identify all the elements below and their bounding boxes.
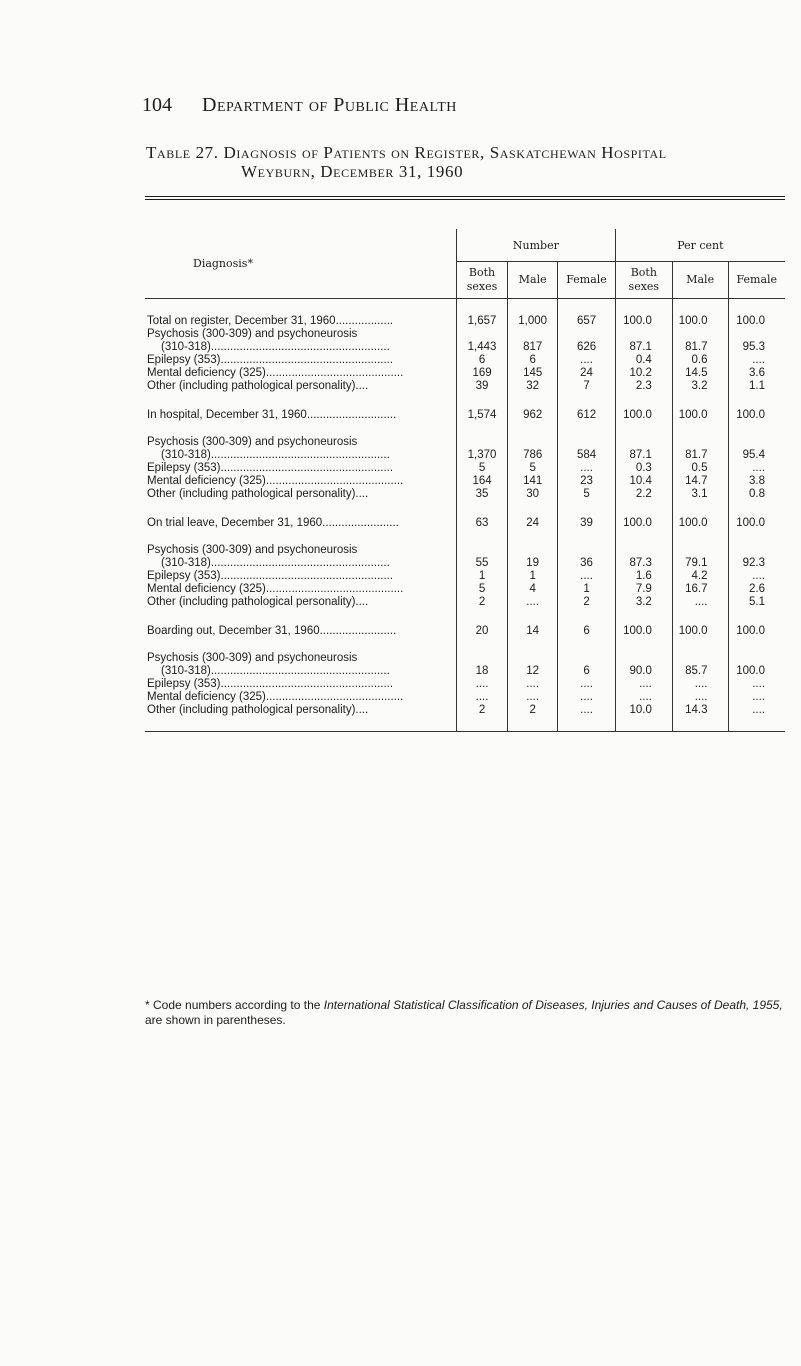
table-cell: 145	[508, 367, 558, 380]
table-row	[145, 367, 785, 380]
table-cell: ....	[508, 678, 558, 691]
row-label-text: Epilepsy (353)......................................................	[147, 354, 394, 366]
table-cell: 5	[558, 488, 615, 501]
table-row	[145, 596, 785, 609]
table-cell: ....	[558, 691, 615, 704]
table-cell: 1	[558, 583, 615, 596]
table-cell: 39	[558, 517, 615, 530]
table-cell	[558, 544, 615, 557]
spacer-row	[145, 393, 785, 409]
page-header	[142, 94, 742, 117]
table-row	[145, 583, 785, 596]
table-cell: 14.5	[672, 367, 728, 380]
table-cell: 81.7	[672, 341, 728, 354]
table-cell: ....	[558, 678, 615, 691]
table-cell: 12	[508, 665, 558, 678]
table-cell: 6	[508, 354, 558, 367]
table-row	[145, 436, 785, 449]
table-cell	[558, 328, 615, 341]
table-cell: ....	[457, 691, 508, 704]
row-label-text: Mental deficiency (325)...........................................	[147, 367, 404, 379]
table-cell: 87.1	[615, 449, 672, 462]
table-cell: 2	[457, 704, 508, 717]
table-cell: 4.2	[672, 570, 728, 583]
row-label	[145, 625, 457, 638]
table-cell: 14.3	[672, 704, 728, 717]
table-cell: 612	[558, 409, 615, 422]
table-cell	[457, 328, 508, 341]
table-cell: 0.5	[672, 462, 728, 475]
row-label	[145, 704, 457, 717]
row-label	[145, 517, 457, 530]
table-cell: 5	[457, 462, 508, 475]
table-cell: ....	[615, 678, 672, 691]
table-cell: 100.0	[736, 409, 765, 421]
table-cell: 1	[457, 570, 508, 583]
table-cell: 30	[508, 488, 558, 501]
row-label	[145, 380, 457, 393]
table-cell	[672, 328, 728, 341]
percent-group-header: Per cent	[615, 229, 785, 262]
table-cell: 90.0	[615, 665, 672, 678]
table-cell: 0.6	[672, 354, 728, 367]
spacer-row	[145, 299, 785, 316]
table-row	[145, 328, 785, 341]
table-cell: ....	[457, 678, 508, 691]
row-label	[145, 354, 457, 367]
table-cell: 962	[508, 409, 558, 422]
spacer-row	[145, 638, 785, 652]
table-cell	[457, 436, 508, 449]
table-cell: 5	[457, 583, 508, 596]
table-cell: 4	[508, 583, 558, 596]
table-cell: 39	[457, 380, 508, 393]
table-cell: 2.2	[615, 488, 672, 501]
row-label-text: Mental deficiency (325)...........................................	[147, 583, 404, 595]
table-row	[145, 488, 785, 501]
row-label-text: (310-318)........................................................	[161, 665, 390, 677]
table-row	[145, 449, 785, 462]
spacer-row	[145, 530, 785, 544]
table-cell: 3.1	[672, 488, 728, 501]
subheader-number-both: Both sexes	[457, 262, 508, 299]
page-number: 104	[142, 94, 172, 116]
table-cell: 100.0	[615, 315, 672, 328]
row-label	[145, 475, 457, 488]
table-cell	[508, 652, 558, 665]
diagnosis-table	[145, 229, 785, 732]
row-label	[145, 557, 457, 570]
row-label	[145, 367, 457, 380]
table-cell: ....	[558, 354, 615, 367]
row-label-text: Total on register, December 31, 1960..................	[147, 315, 394, 327]
diagnosis-header: Diagnosis*	[145, 229, 457, 299]
table-cell	[457, 652, 508, 665]
table-cell	[672, 652, 728, 665]
row-label-text: (310-318)........................................................	[161, 449, 390, 461]
table-cell: 169	[457, 367, 508, 380]
row-label-text: Other (including pathological personality)....	[147, 380, 369, 392]
table-cell: ....	[672, 678, 728, 691]
table-cell: 1,370	[457, 449, 508, 462]
table-cell: 657	[558, 315, 615, 328]
table-cell: 3.2	[615, 596, 672, 609]
table-row	[145, 409, 785, 422]
table-cell: 584	[558, 449, 615, 462]
table-cell: 100.0	[736, 665, 765, 677]
table-cell: 100.0	[672, 625, 728, 638]
row-label-text: (310-318)........................................................	[161, 557, 390, 569]
row-label	[145, 315, 457, 328]
table-cell: ....	[558, 704, 615, 717]
table-row	[145, 625, 785, 638]
table-cell: ....	[752, 570, 765, 582]
table-cell: 1,574	[457, 409, 508, 422]
table-cell: 100.0	[615, 625, 672, 638]
table-cell: 87.1	[615, 341, 672, 354]
row-label	[145, 691, 457, 704]
row-label-text: Other (including pathological personality)....	[147, 704, 369, 716]
table-cell: 1.6	[615, 570, 672, 583]
table-cell: 626	[558, 341, 615, 354]
table-cell: 24	[508, 517, 558, 530]
table-cell: 92.3	[742, 557, 765, 569]
row-label-text: On trial leave, December 31, 1960........................	[147, 517, 399, 529]
footnote-suffix: are shown in parentheses.	[145, 1013, 286, 1027]
table-cell: ....	[752, 354, 765, 366]
table-row	[145, 475, 785, 488]
subheader-percent-both: Both sexes	[615, 262, 672, 299]
table-cell: 3.6	[749, 367, 765, 379]
table-cell	[558, 652, 615, 665]
running-title: Department of Public Health	[202, 94, 457, 116]
table-cell: 3.8	[749, 475, 765, 487]
table-cell: 141	[508, 475, 558, 488]
table-cell: 817	[508, 341, 558, 354]
table-cell: 1,443	[457, 341, 508, 354]
table-cell	[672, 436, 728, 449]
table-cell: 100.0	[736, 315, 765, 327]
row-label	[145, 436, 457, 449]
row-label-text: (310-318)........................................................	[161, 341, 390, 353]
row-label-text: Mental deficiency (325)...........................................	[147, 691, 404, 703]
table-cell: ....	[508, 691, 558, 704]
table-cell: 35	[457, 488, 508, 501]
table-cell: 100.0	[736, 625, 765, 637]
row-label	[145, 488, 457, 501]
table-cell: 7.9	[615, 583, 672, 596]
row-label-text: Psychosis (300-309) and psychoneurosis	[147, 544, 358, 556]
table-cell: 0.4	[615, 354, 672, 367]
table-cell	[615, 544, 672, 557]
top-rule-double	[145, 199, 785, 200]
row-label	[145, 462, 457, 475]
table-cell: 16.7	[672, 583, 728, 596]
table-cell: 6	[558, 665, 615, 678]
table-cell: 0.8	[749, 488, 765, 500]
row-label	[145, 583, 457, 596]
table-cell: 100.0	[736, 517, 765, 529]
table-cell: ....	[615, 691, 672, 704]
table-cell: 55	[457, 557, 508, 570]
table-row	[145, 341, 785, 354]
table-cell: 32	[508, 380, 558, 393]
table-cell	[457, 544, 508, 557]
table-row	[145, 704, 785, 717]
table-cell: ....	[752, 678, 765, 690]
table-cell: 786	[508, 449, 558, 462]
table-cell: 3.2	[672, 380, 728, 393]
table-row	[145, 380, 785, 393]
row-label	[145, 409, 457, 422]
row-label-text: Mental deficiency (325)...........................................	[147, 475, 404, 487]
table-cell: 14	[508, 625, 558, 638]
spacer-row	[145, 501, 785, 517]
table-cell: ....	[752, 462, 765, 474]
table-row	[145, 665, 785, 678]
table-cell: 79.1	[672, 557, 728, 570]
table-cell: 95.3	[742, 341, 765, 353]
spacer-row	[145, 422, 785, 436]
table-cell: 10.2	[615, 367, 672, 380]
table-cell: 14.7	[672, 475, 728, 488]
table-cell: ....	[558, 462, 615, 475]
table-cell: 81.7	[672, 449, 728, 462]
spacer-row	[145, 717, 785, 732]
row-label-text: Boarding out, December 31, 1960........................	[147, 625, 397, 637]
row-label-text: Psychosis (300-309) and psychoneurosis	[147, 328, 358, 340]
table-cell: 100.0	[615, 517, 672, 530]
table-cell	[728, 436, 785, 449]
table-cell: 24	[558, 367, 615, 380]
row-label	[145, 665, 457, 678]
row-label-text: Psychosis (300-309) and psychoneurosis	[147, 652, 358, 664]
table-row	[145, 691, 785, 704]
row-label-text: Epilepsy (353)......................................................	[147, 678, 394, 690]
footnote	[145, 998, 790, 1028]
table-cell	[728, 544, 785, 557]
subheader-percent-male: Male	[672, 262, 728, 299]
table-cell	[615, 328, 672, 341]
row-label-text: Other (including pathological personality)....	[147, 596, 369, 608]
table-cell: ....	[558, 570, 615, 583]
table-body	[145, 299, 785, 732]
table-cell	[615, 652, 672, 665]
table-cell: 19	[508, 557, 558, 570]
table-cell: 18	[457, 665, 508, 678]
table-cell: 1	[508, 570, 558, 583]
row-label	[145, 652, 457, 665]
row-label-text: Epilepsy (353)......................................................	[147, 462, 394, 474]
table-cell: 164	[457, 475, 508, 488]
table-cell: 7	[558, 380, 615, 393]
table-cell: 1.1	[749, 380, 765, 392]
row-label	[145, 596, 457, 609]
table-cell	[508, 328, 558, 341]
spacer-row	[145, 609, 785, 625]
table-row	[145, 517, 785, 530]
row-label	[145, 570, 457, 583]
subheader-percent-female: Female	[728, 262, 785, 299]
table-row	[145, 557, 785, 570]
table-cell: 20	[457, 625, 508, 638]
table-cell: 6	[457, 354, 508, 367]
row-label	[145, 449, 457, 462]
table-row	[145, 652, 785, 665]
table-cell	[508, 544, 558, 557]
table-cell: 100.0	[672, 315, 728, 328]
table-cell: ....	[752, 691, 765, 703]
table-cell: 85.7	[672, 665, 728, 678]
table-cell: 100.0	[672, 517, 728, 530]
row-label	[145, 544, 457, 557]
table-row	[145, 354, 785, 367]
table-cell: 100.0	[672, 409, 728, 422]
row-label	[145, 328, 457, 341]
table-title-line-1: Table 27. Diagnosis of Patients on Register, Saskatchewan Hospital	[146, 143, 667, 162]
row-label-text: Epilepsy (353)......................................................	[147, 570, 394, 582]
table-cell: 36	[558, 557, 615, 570]
table-cell	[728, 328, 785, 341]
table-cell: 100.0	[615, 409, 672, 422]
table-cell: 2	[508, 704, 558, 717]
row-label	[145, 678, 457, 691]
table-cell: 5.1	[749, 596, 765, 608]
table-cell: 23	[558, 475, 615, 488]
table-cell: 87.3	[615, 557, 672, 570]
table-cell: 10.4	[615, 475, 672, 488]
table-row	[145, 678, 785, 691]
table-cell	[558, 436, 615, 449]
top-rule	[145, 196, 785, 197]
table-cell: 0.3	[615, 462, 672, 475]
table-cell: 63	[457, 517, 508, 530]
footnote-citation: International Statistical Classification of Diseases, Injuries and Causes of Death, 1955,	[323, 998, 783, 1012]
table-cell	[508, 436, 558, 449]
table-title	[146, 143, 786, 181]
table-cell: 95.4	[742, 449, 765, 461]
table-cell: 1,000	[508, 315, 558, 328]
table-cell: 10.0	[615, 704, 672, 717]
table-cell: ....	[752, 704, 765, 716]
row-label-text: Other (including pathological personality)....	[147, 488, 369, 500]
row-label-text: In hospital, December 31, 1960............................	[147, 409, 397, 421]
table-title-line-2: Weyburn, December 31, 1960	[241, 162, 464, 181]
table-row	[145, 462, 785, 475]
table-cell	[615, 436, 672, 449]
table-cell: ....	[672, 691, 728, 704]
table-cell: 6	[558, 625, 615, 638]
table-cell: 2.6	[749, 583, 765, 595]
table-row	[145, 570, 785, 583]
table-cell	[672, 544, 728, 557]
number-group-header: Number	[457, 229, 616, 262]
table-row	[145, 544, 785, 557]
footnote-prefix: * Code numbers according to the	[145, 998, 324, 1012]
table-row	[145, 315, 785, 328]
table-cell: 2	[457, 596, 508, 609]
table-cell: ....	[508, 596, 558, 609]
subheader-number-female: Female	[558, 262, 615, 299]
subheader-number-male: Male	[508, 262, 558, 299]
table-cell	[728, 652, 785, 665]
table-cell: ....	[672, 596, 728, 609]
row-label-text: Psychosis (300-309) and psychoneurosis	[147, 436, 358, 448]
table-cell: 2	[558, 596, 615, 609]
table-cell: 5	[508, 462, 558, 475]
row-label	[145, 341, 457, 354]
table-cell: 1,657	[457, 315, 508, 328]
table-cell: 2.3	[615, 380, 672, 393]
